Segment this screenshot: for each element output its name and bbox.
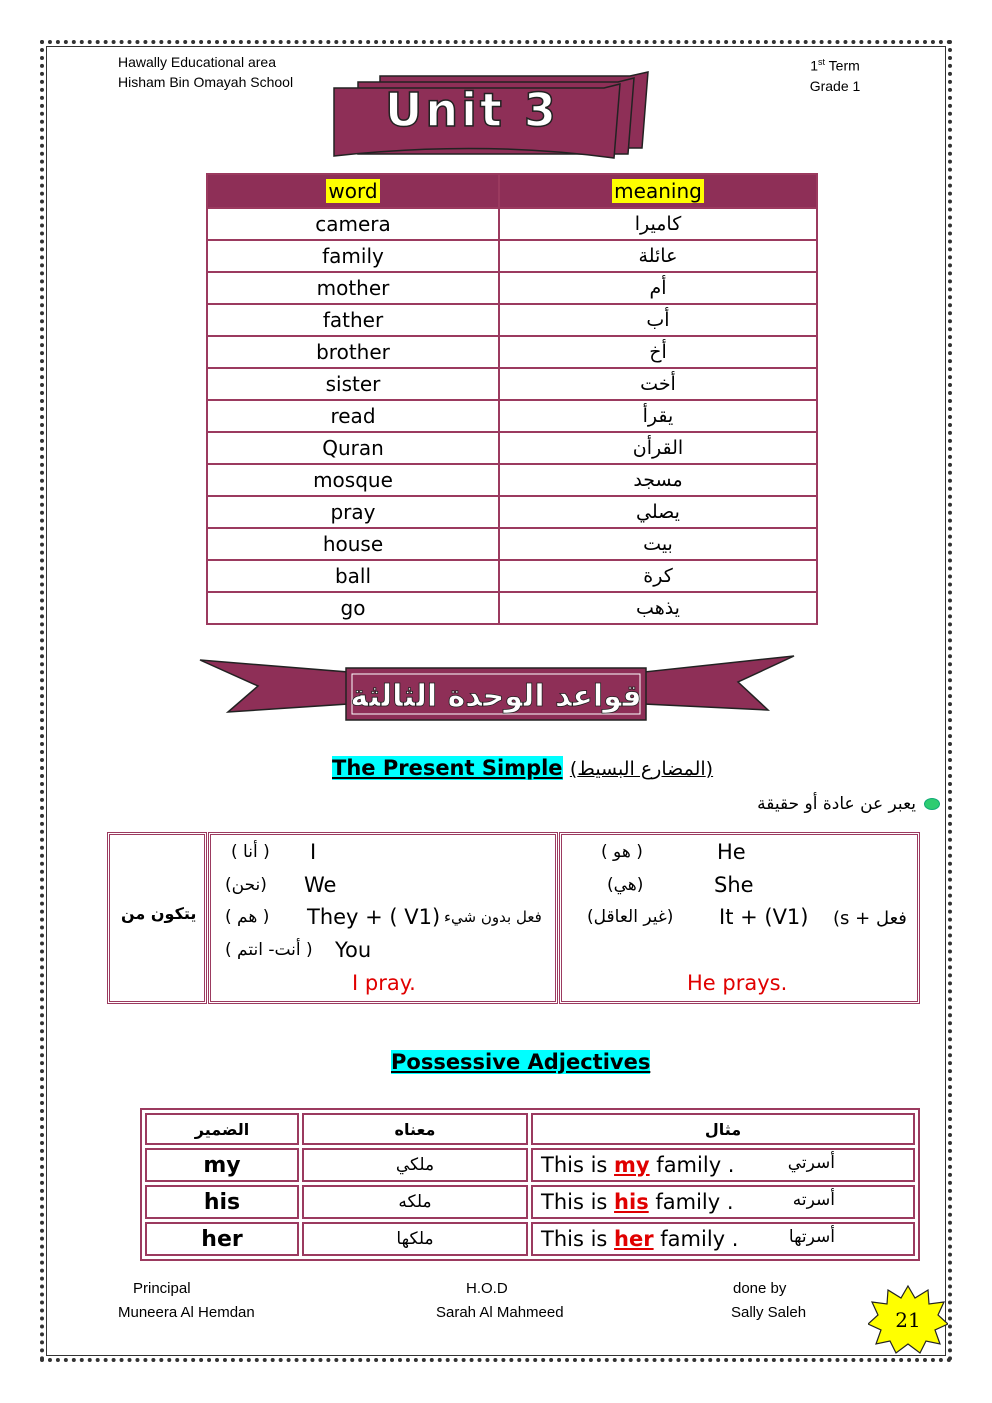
example bbox=[531, 1222, 915, 1256]
term-label bbox=[790, 52, 880, 76]
unit-banner-text: Unit 3 bbox=[385, 83, 559, 137]
vocab-col-word-label: word bbox=[328, 179, 378, 203]
example bbox=[531, 1185, 915, 1219]
hod-label: H.O.D bbox=[466, 1280, 508, 1297]
table-row bbox=[207, 272, 817, 304]
pronoun-ar: ( أنت- انتم ) bbox=[225, 940, 313, 960]
area-name: Hawally Educational area bbox=[118, 54, 276, 70]
example-post: family . bbox=[649, 1153, 735, 1177]
vocab-col-meaning-label: meaning bbox=[614, 179, 702, 203]
example-key: his bbox=[614, 1190, 649, 1214]
example-post: family . bbox=[653, 1227, 739, 1251]
term-word: Term bbox=[828, 57, 860, 74]
example-ar: أسرته bbox=[792, 1190, 835, 1210]
vocab-meaning: أخ bbox=[499, 336, 817, 368]
example-pre: This is bbox=[541, 1227, 615, 1251]
done-by-name: Sally Saleh bbox=[731, 1304, 807, 1321]
col-example: مثال bbox=[531, 1113, 915, 1145]
vocab-word: house bbox=[207, 528, 499, 560]
vocab-meaning: أم bbox=[499, 272, 817, 304]
table-row bbox=[207, 592, 817, 624]
vocab-meaning: عائلة bbox=[499, 240, 817, 272]
pronoun-ar: (غير العاقل) bbox=[587, 907, 674, 927]
possessive-header-row bbox=[145, 1113, 915, 1145]
pronoun-en: It + (V1) bbox=[719, 905, 809, 929]
example-key: her bbox=[614, 1227, 654, 1251]
table-row bbox=[207, 400, 817, 432]
vocab-col-word bbox=[207, 174, 499, 208]
vocab-word: ball bbox=[207, 560, 499, 592]
pronoun-meaning: ملكه bbox=[302, 1185, 528, 1219]
pronoun-en: We bbox=[304, 873, 337, 897]
principal-name: Muneera Al Hemdan bbox=[118, 1304, 255, 1321]
vocab-meaning: أخت bbox=[499, 368, 817, 400]
table-row bbox=[207, 560, 817, 592]
present-simple-title-en: The Present Simple bbox=[332, 756, 563, 780]
table-row bbox=[207, 304, 817, 336]
table-row bbox=[145, 1185, 915, 1219]
pronoun-en: He bbox=[717, 840, 746, 864]
consists-of-label: يتكون من bbox=[121, 904, 197, 923]
table-row bbox=[207, 336, 817, 368]
pronoun-meaning: ملكي bbox=[302, 1148, 528, 1182]
pronoun-ar: (نحن) bbox=[225, 875, 267, 895]
pronoun-ar: ( أنا ) bbox=[231, 842, 270, 862]
example-left: I pray. bbox=[352, 971, 416, 995]
vocab-header-row bbox=[207, 174, 817, 208]
vocab-meaning: يقرأ bbox=[499, 400, 817, 432]
bullet-icon bbox=[924, 798, 940, 810]
vocab-meaning: القرأن bbox=[499, 432, 817, 464]
example-post: family . bbox=[648, 1190, 734, 1214]
vocab-word: sister bbox=[207, 368, 499, 400]
hod-name: Sarah Al Mahmeed bbox=[436, 1304, 564, 1321]
vocab-meaning: يصلي bbox=[499, 496, 817, 528]
table-row bbox=[207, 240, 817, 272]
rule-ar: فعل بدون شيء bbox=[444, 908, 542, 926]
vocab-meaning: مسجد bbox=[499, 464, 817, 496]
header-right bbox=[790, 52, 880, 96]
present-simple-title-ar: (المضارع البسيط) bbox=[569, 758, 714, 780]
col-meaning: معناه bbox=[302, 1113, 528, 1145]
term-number: 1 bbox=[810, 57, 818, 74]
pronoun-ar: ( هم ) bbox=[225, 907, 270, 927]
grade-label: Grade 1 bbox=[809, 77, 861, 94]
pronoun-en: I bbox=[310, 840, 317, 864]
example-ar: أسرتها bbox=[788, 1227, 835, 1247]
example-right: He prays. bbox=[687, 971, 788, 995]
vocab-word: camera bbox=[207, 208, 499, 240]
pronoun: my bbox=[145, 1148, 299, 1182]
pronoun: his bbox=[145, 1185, 299, 1219]
example-pre: This is bbox=[541, 1153, 615, 1177]
col-pronoun: الضمير bbox=[145, 1113, 299, 1145]
table-row bbox=[145, 1148, 915, 1182]
pronoun-ar: ( هو ) bbox=[601, 842, 643, 862]
table-row bbox=[207, 432, 817, 464]
page-number-badge bbox=[868, 1284, 948, 1354]
unit-banner bbox=[330, 70, 650, 160]
vocab-word: Quran bbox=[207, 432, 499, 464]
header-left bbox=[118, 52, 293, 92]
school-name: Hisham Bin Omayah School bbox=[118, 74, 294, 90]
present-simple-note-text: يعبر عن عادة أو حقيقة bbox=[757, 794, 916, 814]
vocab-word: mother bbox=[207, 272, 499, 304]
table-row bbox=[207, 496, 817, 528]
pronoun-en: She bbox=[714, 873, 754, 897]
vocab-meaning: كاميرا bbox=[499, 208, 817, 240]
done-by-label: done by bbox=[733, 1280, 787, 1297]
pronoun-en: They + ( V1) bbox=[307, 905, 441, 929]
vocab-col-meaning bbox=[499, 174, 817, 208]
vocab-word: brother bbox=[207, 336, 499, 368]
pronoun-ar: (هي) bbox=[607, 875, 644, 895]
example bbox=[531, 1148, 915, 1182]
present-simple-title bbox=[332, 756, 713, 780]
example-key: my bbox=[614, 1153, 650, 1177]
table-row bbox=[207, 464, 817, 496]
possessive-title: Possessive Adjectives bbox=[391, 1050, 651, 1074]
pronoun-meaning: ملكها bbox=[302, 1222, 528, 1256]
table-row bbox=[145, 1222, 915, 1256]
principal-label: Principal bbox=[133, 1280, 191, 1297]
vocab-word: mosque bbox=[207, 464, 499, 496]
present-simple-box bbox=[107, 832, 920, 1004]
vocab-meaning: بيت bbox=[499, 528, 817, 560]
vocab-word: go bbox=[207, 592, 499, 624]
vocab-word: father bbox=[207, 304, 499, 336]
grammar-banner-text: قواعد الوحدة الثالثة bbox=[350, 679, 642, 714]
vocab-meaning: يذهب bbox=[499, 592, 817, 624]
grammar-banner bbox=[198, 652, 798, 732]
example-pre: This is bbox=[541, 1190, 615, 1214]
table-row bbox=[207, 368, 817, 400]
vocab-word: read bbox=[207, 400, 499, 432]
pronoun: her bbox=[145, 1222, 299, 1256]
vocab-word: pray bbox=[207, 496, 499, 528]
table-row bbox=[207, 208, 817, 240]
vocab-meaning: أب bbox=[499, 304, 817, 336]
term-suffix: st bbox=[818, 57, 826, 67]
vocab-meaning: كرة bbox=[499, 560, 817, 592]
example-ar: أسرتي bbox=[787, 1153, 835, 1173]
page-number: 21 bbox=[895, 1308, 921, 1332]
vocab-word: family bbox=[207, 240, 499, 272]
rule-ar: فعل + s) bbox=[833, 908, 907, 929]
table-row bbox=[207, 528, 817, 560]
present-simple-note bbox=[757, 794, 940, 814]
possessive-table bbox=[140, 1108, 920, 1261]
vocab-table bbox=[206, 173, 818, 625]
pronoun-en: You bbox=[335, 938, 372, 962]
